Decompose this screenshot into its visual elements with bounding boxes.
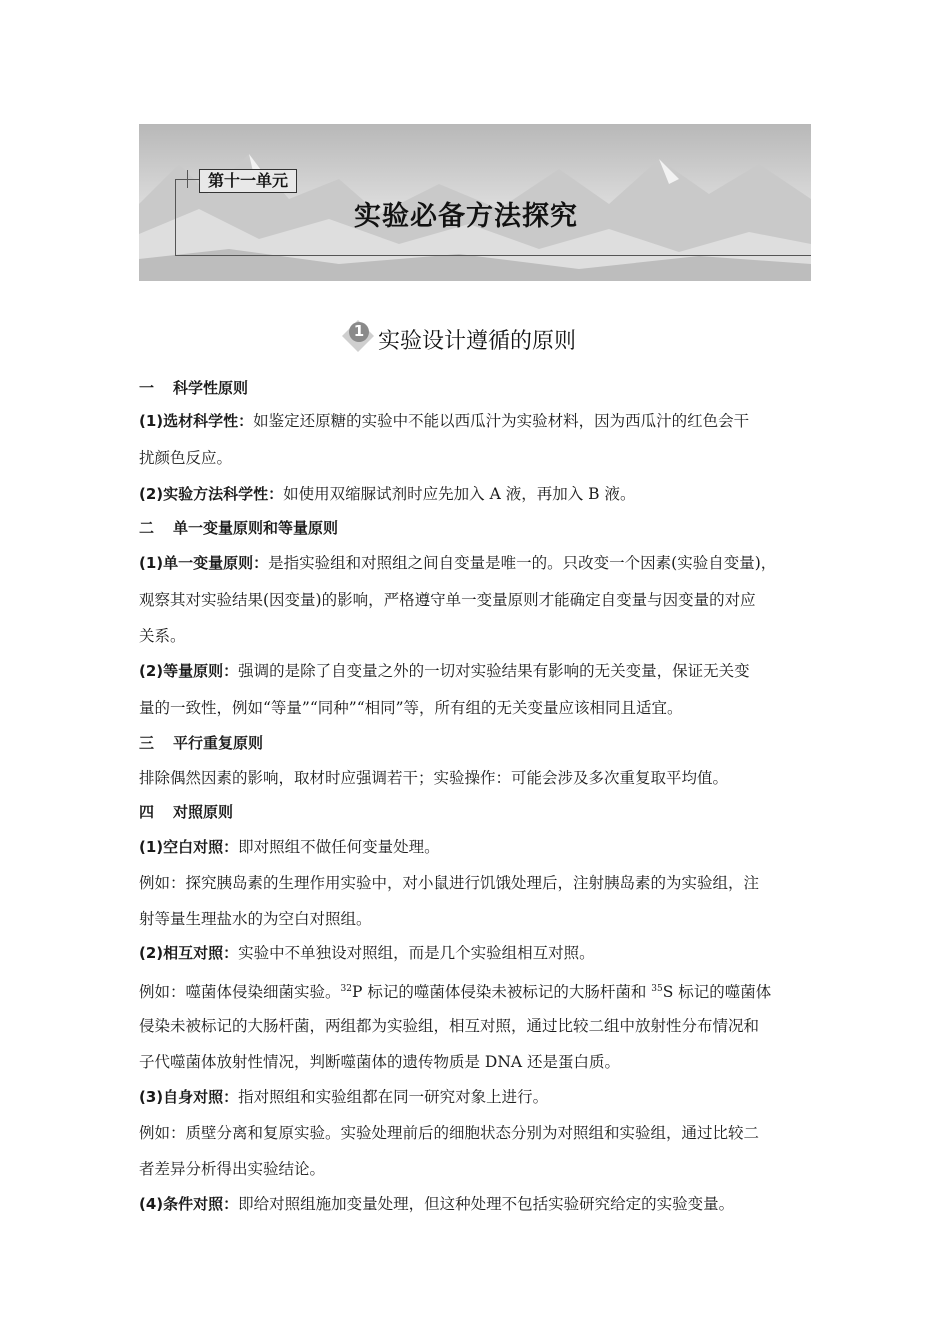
paragraph-line: 射等量生理盐水的为空白对照组。 xyxy=(139,910,372,928)
item-text: 如使用双缩脲试剂时应先加入 A 液，再加入 B 液。 xyxy=(283,485,636,503)
heading-text: 平行重复原则 xyxy=(173,734,264,752)
paragraph-line xyxy=(139,1194,734,1214)
section-title: 实验设计遵循的原则 xyxy=(378,329,577,354)
unit-banner xyxy=(139,124,811,281)
item-text: 指对照组和实验组都在同一研究对象上进行。 xyxy=(238,1088,549,1106)
text-run: 例如：噬菌体侵染细菌实验。 xyxy=(139,983,341,1001)
heading-4 xyxy=(139,802,233,822)
paragraph-line: 例如：质壁分离和复原实验。实验处理前后的细胞状态分别为对照组和实验组，通过比较二 xyxy=(139,1124,760,1142)
frame-line xyxy=(175,179,176,255)
heading-1 xyxy=(139,378,248,398)
paragraph-line: 扰颜色反应。 xyxy=(139,449,233,467)
heading-3 xyxy=(139,733,263,753)
superscript: 32 xyxy=(340,984,352,994)
item-label: (2)实验方法科学性： xyxy=(139,485,284,503)
superscript: 35 xyxy=(651,984,663,994)
paragraph-line xyxy=(139,553,776,573)
item-label: (3)自身对照： xyxy=(139,1088,239,1106)
paragraph-line: 侵染未被标记的大肠杆菌，两组都为实验组，相互对照，通过比较二组中放射性分布情况和 xyxy=(139,1017,760,1035)
heading-text: 单一变量原则和等量原则 xyxy=(173,519,339,537)
frame-line xyxy=(175,255,811,256)
paragraph-line: 关系。 xyxy=(139,627,186,645)
item-text: 即给对照组施加变量处理，但这种处理不包括实验研究给定的实验变量。 xyxy=(238,1195,735,1213)
paragraph-line xyxy=(139,661,750,681)
heading-number: 二 xyxy=(139,519,155,537)
item-text: 即对照组不做任何变量处理。 xyxy=(238,838,440,856)
heading-text: 对照原则 xyxy=(173,803,234,821)
item-text: 如鉴定还原糖的实验中不能以西瓜汁为实验材料，因为西瓜汁的红色会干 xyxy=(253,412,750,430)
paragraph-line: 者差异分析得出实验结论。 xyxy=(139,1160,326,1178)
paragraph-line xyxy=(139,837,440,857)
paragraph-line xyxy=(139,943,595,963)
paragraph-line: 子代噬菌体放射性情况，判断噬菌体的遗传物质是 DNA 还是蛋白质。 xyxy=(139,1053,621,1071)
item-label: (4)条件对照： xyxy=(139,1195,239,1213)
item-label: (1)空白对照： xyxy=(139,838,239,856)
section-number: 1 xyxy=(353,322,365,340)
unit-label: 第十一单元 xyxy=(199,169,297,193)
paragraph-line xyxy=(139,1087,548,1107)
item-text: 是指实验组和对照组之间自变量是唯一的。只改变一个因素(实验自变量)， xyxy=(268,554,777,572)
item-text: 实验中不单独设对照组，而是几个实验组相互对照。 xyxy=(238,944,595,962)
heading-text: 科学性原则 xyxy=(173,379,249,397)
frame-line xyxy=(187,170,188,188)
item-label: (2)等量原则： xyxy=(139,662,239,680)
item-label: (1)选材科学性： xyxy=(139,412,254,430)
item-label: (1)单一变量原则： xyxy=(139,554,269,572)
paragraph-line: 排除偶然因素的影响，取材时应强调若干；实验操作：可能会涉及多次重复取平均值。 xyxy=(139,769,729,787)
item-label: (2)相互对照： xyxy=(139,944,239,962)
text-run: P 标记的噬菌体侵染未被标记的大肠杆菌和 xyxy=(351,983,652,1001)
heading-number: 一 xyxy=(139,379,155,397)
item-text: 强调的是除了自变量之外的一切对实验结果有影响的无关变量，保证无关变 xyxy=(238,662,750,680)
text-run: S 标记的噬菌体 xyxy=(662,983,772,1001)
paragraph-line xyxy=(139,979,771,1002)
heading-number: 三 xyxy=(139,734,155,752)
paragraph-line xyxy=(139,411,749,431)
paragraph-line: 量的一致性，例如“等量”“同种”“相同”等，所有组的无关变量应该相同且适宜。 xyxy=(139,699,683,717)
heading-2 xyxy=(139,518,338,538)
paragraph-line: 例如：探究胰岛素的生理作用实验中，对小鼠进行饥饿处理后，注射胰岛素的为实验组，注 xyxy=(139,874,760,892)
heading-number: 四 xyxy=(139,803,155,821)
paragraph-line xyxy=(139,484,635,504)
paragraph-line: 观察其对实验结果(因变量)的影响，严格遵守单一变量原则才能确定自变量与因变量的对应 xyxy=(139,591,756,609)
chapter-title: 实验必备方法探究 xyxy=(354,201,578,232)
